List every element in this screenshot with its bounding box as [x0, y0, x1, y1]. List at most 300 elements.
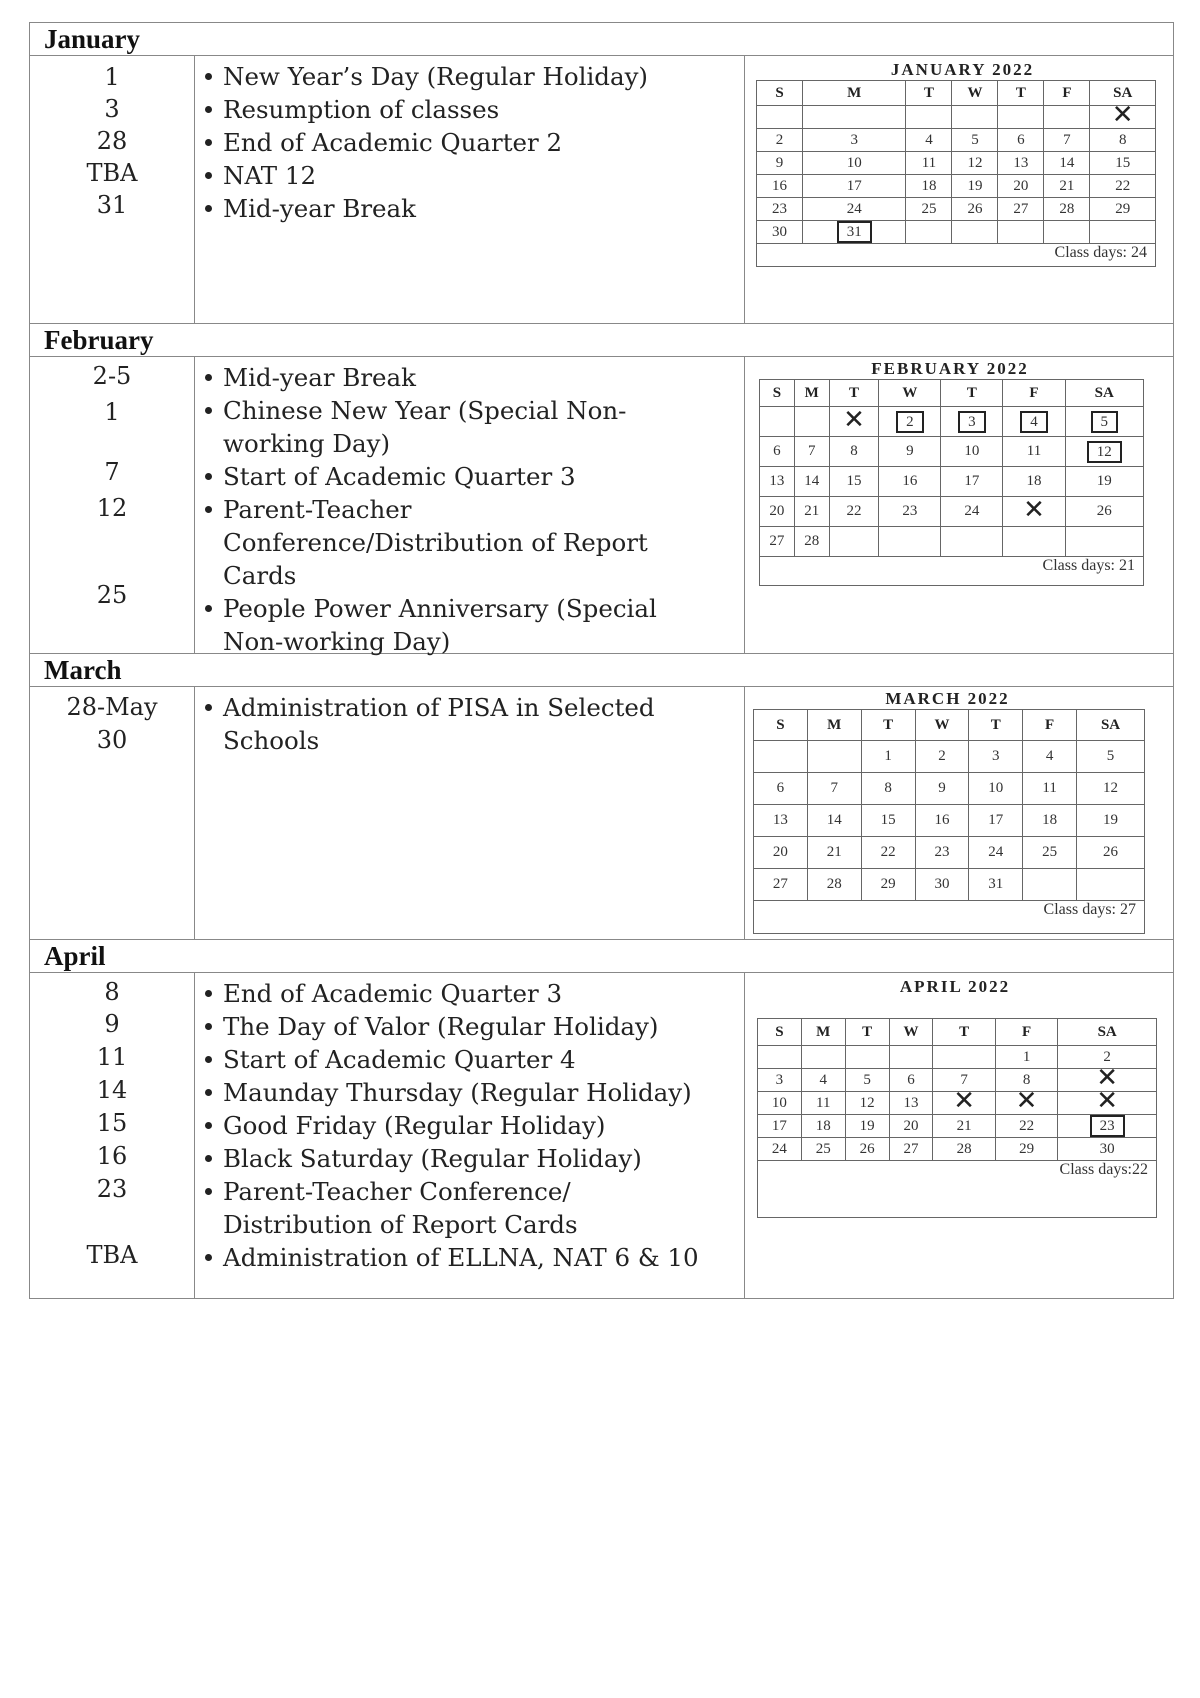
event-date: 7	[104, 458, 120, 486]
day-cell: 4	[1023, 741, 1077, 773]
event-date: 11	[96, 1043, 128, 1071]
event-date: 14	[96, 1076, 128, 1104]
month-heading-march: March	[30, 654, 1173, 687]
x-mark-icon: ✕	[843, 404, 865, 435]
bullet-icon	[205, 1254, 212, 1261]
month-heading-february: February	[30, 324, 1173, 357]
weekday-header: F	[1044, 81, 1090, 106]
day-cell: 21	[933, 1115, 995, 1138]
calendar-footer-row	[757, 244, 1156, 267]
day-cell: 3	[802, 129, 905, 152]
day-cell: 13	[998, 152, 1044, 175]
day-cell: 28	[794, 527, 829, 557]
day-cell: 6	[754, 773, 808, 805]
weekday-header: T	[861, 710, 915, 741]
events-column	[195, 687, 745, 939]
dates-column	[30, 56, 195, 323]
event-date: TBA	[86, 1241, 138, 1269]
day-cell: 25	[1023, 837, 1077, 869]
day-cell: 2	[915, 741, 969, 773]
day-cell	[1044, 106, 1090, 129]
weekday-header: S	[758, 1019, 802, 1046]
day-cell: 18	[1023, 805, 1077, 837]
day-cell: 17	[969, 805, 1023, 837]
bullet-icon	[205, 106, 212, 113]
day-cell: 18	[906, 175, 952, 198]
event-item: End of Academic Quarter 3	[205, 977, 744, 1010]
class-days-count: Class days:22	[758, 1161, 1157, 1218]
month-heading-january: January	[30, 23, 1173, 56]
day-cell: 14	[1044, 152, 1090, 175]
day-cell: 21	[807, 837, 861, 869]
calendar-week-row	[757, 152, 1156, 175]
boxed-day-number: 2	[896, 411, 924, 433]
day-cell	[889, 1046, 933, 1069]
day-cell: 11	[1023, 773, 1077, 805]
event-date: 23	[96, 1175, 128, 1203]
calendar-week-row	[758, 1092, 1157, 1115]
bullet-icon	[205, 1023, 212, 1030]
event-item: Mid-year Break	[205, 361, 744, 394]
day-cell	[941, 527, 1003, 557]
day-cell: 20	[998, 175, 1044, 198]
weekday-header: T	[969, 710, 1023, 741]
day-cell: 18	[801, 1115, 845, 1138]
events-column	[195, 357, 745, 656]
weekday-header: W	[879, 380, 941, 407]
day-cell: 25	[906, 198, 952, 221]
day-cell: 26	[952, 198, 998, 221]
day-cell: 13	[889, 1092, 933, 1115]
event-date: 15	[96, 1109, 128, 1137]
day-cell	[807, 741, 861, 773]
day-cell	[998, 106, 1044, 129]
day-cell: 23	[879, 497, 941, 527]
weekday-header: T	[941, 380, 1003, 407]
event-date: 8	[104, 978, 120, 1006]
calendar-title: FEBRUARY 2022	[871, 359, 1029, 378]
event-item: Start of Academic Quarter 3	[205, 460, 744, 493]
day-cell: 24	[969, 837, 1023, 869]
weekday-header: SA	[1058, 1019, 1157, 1046]
bullet-icon	[205, 605, 212, 612]
bullet-icon	[205, 1155, 212, 1162]
events-column	[195, 56, 745, 323]
boxed-day-number: 3	[958, 411, 986, 433]
class-days-count: Class days: 27	[754, 901, 1145, 934]
events-column	[195, 973, 745, 1298]
bullet-icon	[205, 73, 212, 80]
month-section-april	[30, 973, 1173, 1299]
event-item: Maunday Thursday (Regular Holiday)	[205, 1076, 744, 1109]
day-cell: 28	[933, 1138, 995, 1161]
day-cell: 29	[995, 1138, 1057, 1161]
weekday-header: T	[998, 81, 1044, 106]
day-cell	[952, 106, 998, 129]
event-item: End of Academic Quarter 2	[205, 126, 744, 159]
bullet-icon	[205, 990, 212, 997]
day-cell: 6	[998, 129, 1044, 152]
calendar-header-row	[754, 710, 1145, 741]
boxed-day-number: 4	[1020, 411, 1048, 433]
boxed-day-number: 5	[1091, 411, 1119, 433]
day-cell: 22	[1090, 175, 1156, 198]
event-item: Resumption of classes	[205, 93, 744, 126]
day-cell: 19	[952, 175, 998, 198]
day-cell: 5	[952, 129, 998, 152]
day-cell: 20	[754, 837, 808, 869]
calendar-week-row	[760, 467, 1144, 497]
day-cell: 19	[1077, 805, 1145, 837]
day-cell	[933, 1046, 995, 1069]
day-cell: 6	[760, 437, 795, 467]
weekday-header: SA	[1077, 710, 1145, 741]
calendar-week-row	[757, 129, 1156, 152]
event-item: NAT 12	[205, 159, 744, 192]
day-cell: 20	[760, 497, 795, 527]
cancelled-day-cell	[933, 1086, 995, 1116]
bullet-icon	[205, 506, 212, 513]
day-cell	[952, 221, 998, 244]
boxed-day-number: 23	[1090, 1115, 1125, 1137]
weekday-header: F	[995, 1019, 1057, 1046]
class-days-count: Class days: 21	[760, 557, 1144, 586]
day-cell: 11	[1003, 437, 1065, 467]
day-cell: 8	[1090, 129, 1156, 152]
day-cell: 13	[760, 467, 795, 497]
x-mark-icon: ✕	[1096, 1086, 1119, 1116]
day-cell: 11	[801, 1092, 845, 1115]
school-calendar-document	[29, 22, 1174, 1299]
x-mark-icon: ✕	[1111, 100, 1134, 130]
day-cell: 22	[829, 497, 879, 527]
calendar-header-row	[757, 81, 1156, 106]
weekday-header: F	[1023, 710, 1077, 741]
day-cell	[845, 1046, 889, 1069]
day-cell: 12	[1077, 773, 1145, 805]
day-cell: 5	[1077, 741, 1145, 773]
day-cell: 17	[758, 1115, 802, 1138]
calendar-title: APRIL 2022	[899, 977, 1011, 996]
weekday-header: M	[802, 81, 905, 106]
day-cell	[1065, 527, 1143, 557]
day-cell	[760, 407, 795, 437]
day-cell: 14	[807, 805, 861, 837]
day-cell: 8	[861, 773, 915, 805]
event-date: 12	[96, 494, 128, 522]
calendar-week-row	[754, 773, 1145, 805]
day-cell	[1077, 869, 1145, 901]
month-section-march	[30, 687, 1173, 940]
day-cell	[1003, 527, 1065, 557]
calendar-week-row	[757, 221, 1156, 244]
calendar-header-row	[758, 1019, 1157, 1046]
day-cell: 18	[1003, 467, 1065, 497]
day-cell: 9	[757, 152, 803, 175]
calendar-panel	[745, 56, 1173, 323]
day-cell: 2	[1058, 1046, 1157, 1069]
calendar-panel	[745, 973, 1173, 1298]
day-cell: 7	[807, 773, 861, 805]
cancelled-day-cell	[995, 1086, 1057, 1116]
day-cell: 24	[802, 198, 905, 221]
day-cell: 4	[801, 1069, 845, 1092]
bullet-icon	[205, 172, 212, 179]
bullet-icon	[205, 704, 212, 711]
x-mark-icon: ✕	[953, 1086, 975, 1116]
calendar-week-row	[754, 741, 1145, 773]
bullet-icon	[205, 1056, 212, 1063]
day-cell: 31	[969, 869, 1023, 901]
day-cell: 16	[915, 805, 969, 837]
day-cell: 10	[941, 437, 1003, 467]
calendar-footer-row	[760, 557, 1144, 586]
weekday-header: W	[915, 710, 969, 741]
day-cell: 28	[807, 869, 861, 901]
calendar-panel	[745, 687, 1173, 939]
event-item: Mid-year Break	[205, 192, 744, 225]
dates-column	[30, 973, 195, 1298]
month-section-february	[30, 357, 1173, 654]
dates-column	[30, 357, 195, 653]
day-cell: 7	[794, 437, 829, 467]
boxed-day-number: 12	[1087, 441, 1122, 463]
bullet-icon	[205, 407, 212, 414]
day-cell	[1023, 869, 1077, 901]
day-cell: 20	[889, 1115, 933, 1138]
calendar-grid-february	[759, 379, 1144, 586]
event-date: 3	[104, 95, 120, 123]
calendar-week-row	[758, 1138, 1157, 1161]
weekday-header: T	[906, 81, 952, 106]
weekday-header: T	[933, 1019, 995, 1046]
day-cell: 15	[1090, 152, 1156, 175]
day-cell: 27	[998, 198, 1044, 221]
event-date: 30	[96, 726, 128, 754]
day-cell	[1090, 221, 1156, 244]
day-cell: 2	[757, 129, 803, 152]
weekday-header: T	[829, 380, 879, 407]
bullet-icon	[205, 1122, 212, 1129]
bullet-icon	[205, 139, 212, 146]
highlighted-day-cell	[1003, 407, 1065, 437]
day-cell: 23	[757, 198, 803, 221]
day-cell: 30	[757, 221, 803, 244]
event-date: 28	[96, 127, 128, 155]
day-cell: 3	[969, 741, 1023, 773]
event-date: 1	[104, 398, 120, 426]
day-cell: 23	[915, 837, 969, 869]
day-cell: 16	[879, 467, 941, 497]
event-item: The Day of Valor (Regular Holiday)	[205, 1010, 744, 1043]
day-cell: 11	[906, 152, 952, 175]
weekday-header: SA	[1065, 380, 1143, 407]
weekday-header: S	[760, 380, 795, 407]
event-item: Chinese New Year (Special Non- working Day)	[205, 394, 744, 460]
month-section-january	[30, 56, 1173, 324]
day-cell	[757, 106, 803, 129]
event-date: 25	[96, 581, 128, 609]
event-date: 1	[104, 63, 120, 91]
event-item: New Year’s Day (Regular Holiday)	[205, 60, 744, 93]
day-cell: 7	[933, 1069, 995, 1092]
day-cell: 30	[915, 869, 969, 901]
day-cell: 9	[879, 437, 941, 467]
day-cell: 29	[1090, 198, 1156, 221]
event-item: Parent-Teacher Conference/Distribution of Report Cards	[205, 493, 744, 592]
day-cell: 12	[845, 1092, 889, 1115]
cancelled-day-cell	[829, 404, 879, 437]
day-cell: 29	[861, 869, 915, 901]
calendar-week-row	[760, 527, 1144, 557]
day-cell: 19	[1065, 467, 1143, 497]
cancelled-day-cell	[1090, 100, 1156, 130]
calendar-week-row	[757, 106, 1156, 129]
day-cell: 17	[941, 467, 1003, 497]
day-cell: 22	[995, 1115, 1057, 1138]
day-cell	[794, 407, 829, 437]
event-item: Good Friday (Regular Holiday)	[205, 1109, 744, 1142]
day-cell: 24	[758, 1138, 802, 1161]
weekday-header: W	[889, 1019, 933, 1046]
calendar-week-row	[757, 198, 1156, 221]
highlighted-day-cell	[879, 407, 941, 437]
day-cell: 9	[915, 773, 969, 805]
bullet-icon	[205, 1188, 212, 1195]
weekday-header: M	[801, 1019, 845, 1046]
day-cell: 25	[801, 1138, 845, 1161]
day-cell	[906, 221, 952, 244]
highlighted-day-cell	[1058, 1115, 1157, 1138]
calendar-week-row	[760, 407, 1144, 437]
day-cell: 28	[1044, 198, 1090, 221]
day-cell	[758, 1046, 802, 1069]
weekday-header: M	[794, 380, 829, 407]
day-cell: 5	[845, 1069, 889, 1092]
day-cell	[829, 527, 879, 557]
day-cell: 1	[995, 1046, 1057, 1069]
event-date: TBA	[86, 159, 138, 187]
calendar-week-row	[757, 175, 1156, 198]
weekday-header: S	[754, 710, 808, 741]
day-cell: 6	[889, 1069, 933, 1092]
calendar-week-row	[760, 497, 1144, 527]
bullet-icon	[205, 473, 212, 480]
day-cell: 7	[1044, 129, 1090, 152]
day-cell	[906, 106, 952, 129]
event-item: People Power Anniversary (Special Non-working Day)	[205, 592, 744, 658]
day-cell: 4	[906, 129, 952, 152]
day-cell	[879, 527, 941, 557]
day-cell: 1	[861, 741, 915, 773]
calendar-week-row	[754, 837, 1145, 869]
day-cell: 15	[829, 467, 879, 497]
day-cell: 12	[952, 152, 998, 175]
weekday-header: T	[845, 1019, 889, 1046]
weekday-header: W	[952, 81, 998, 106]
highlighted-day-cell	[941, 407, 1003, 437]
day-cell: 27	[754, 869, 808, 901]
calendar-week-row	[754, 805, 1145, 837]
day-cell	[802, 106, 905, 129]
day-cell: 26	[845, 1138, 889, 1161]
day-cell: 26	[1077, 837, 1145, 869]
calendar-header-row	[760, 380, 1144, 407]
event-item: Administration of PISA in Selected Schools	[205, 691, 744, 757]
cancelled-day-cell	[1058, 1086, 1157, 1116]
highlighted-day-cell	[1065, 407, 1143, 437]
event-date: 31	[96, 191, 128, 219]
day-cell: 24	[941, 497, 1003, 527]
highlighted-day-cell	[802, 221, 905, 244]
day-cell: 10	[969, 773, 1023, 805]
day-cell	[998, 221, 1044, 244]
calendar-week-row	[754, 869, 1145, 901]
calendar-week-row	[758, 1115, 1157, 1138]
calendar-panel	[745, 357, 1173, 653]
day-cell: 15	[861, 805, 915, 837]
day-cell	[801, 1046, 845, 1069]
boxed-day-number: 31	[837, 221, 872, 243]
calendar-grid-april	[757, 1018, 1157, 1218]
day-cell: 30	[1058, 1138, 1157, 1161]
event-date: 2-5	[92, 362, 132, 390]
highlighted-day-cell	[1065, 437, 1143, 467]
day-cell: 26	[1065, 497, 1143, 527]
weekday-header: SA	[1090, 81, 1156, 106]
day-cell	[754, 741, 808, 773]
day-cell: 21	[1044, 175, 1090, 198]
day-cell: 14	[794, 467, 829, 497]
x-mark-icon: ✕	[1015, 1086, 1038, 1116]
day-cell: 19	[845, 1115, 889, 1138]
weekday-header: M	[807, 710, 861, 741]
day-cell: 27	[889, 1138, 933, 1161]
calendar-title: JANUARY 2022	[890, 60, 1035, 79]
bullet-icon	[205, 374, 212, 381]
dates-column	[30, 687, 195, 939]
day-cell: 13	[754, 805, 808, 837]
day-cell: 17	[802, 175, 905, 198]
bullet-icon	[205, 205, 212, 212]
weekday-header: F	[1003, 380, 1065, 407]
calendar-week-row	[760, 437, 1144, 467]
month-heading-april: April	[30, 940, 1173, 973]
event-item: Administration of ELLNA, NAT 6 & 10	[205, 1241, 744, 1274]
event-item: Parent-Teacher Conference/ Distribution of Report Cards	[205, 1175, 744, 1241]
event-date: 16	[96, 1142, 128, 1170]
calendar-footer-row	[754, 901, 1145, 934]
weekday-header: S	[757, 81, 803, 106]
class-days-count: Class days: 24	[757, 244, 1156, 267]
day-cell	[1044, 221, 1090, 244]
event-date: 28-May	[66, 693, 158, 721]
bullet-icon	[205, 1089, 212, 1096]
day-cell: 21	[794, 497, 829, 527]
day-cell: 10	[758, 1092, 802, 1115]
day-cell: 10	[802, 152, 905, 175]
day-cell: 16	[757, 175, 803, 198]
x-mark-icon: ✕	[1023, 494, 1045, 525]
x-mark-icon: ✕	[1096, 1063, 1119, 1093]
cancelled-day-cell	[1003, 494, 1065, 527]
calendar-grid-march	[753, 709, 1145, 934]
calendar-grid-january	[756, 80, 1156, 267]
calendar-title: MARCH 2022	[885, 689, 1010, 708]
event-item: Start of Academic Quarter 4	[205, 1043, 744, 1076]
day-cell: 3	[758, 1069, 802, 1092]
calendar-footer-row	[758, 1161, 1157, 1218]
